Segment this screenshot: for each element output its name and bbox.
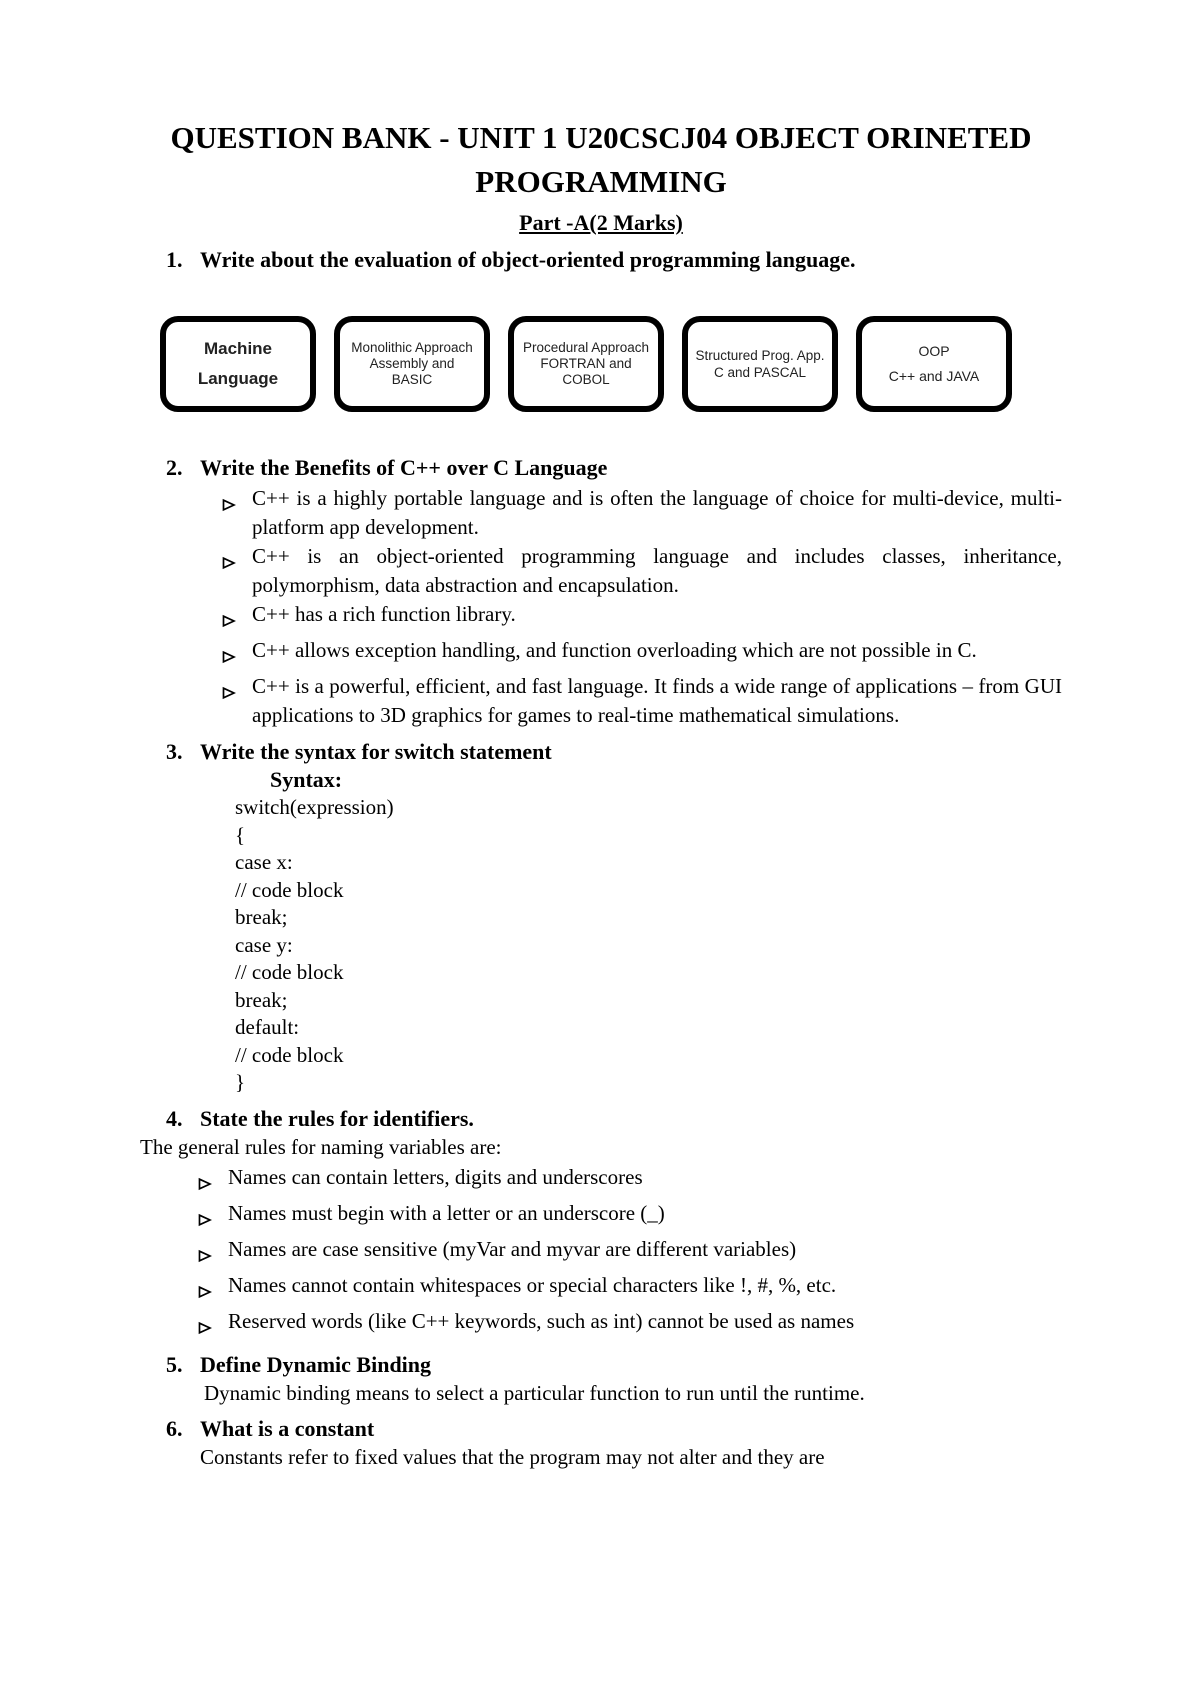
code-line: default: bbox=[235, 1015, 300, 1039]
section-subtitle bbox=[140, 208, 1062, 238]
question-title: Write the Benefits of C++ over C Language bbox=[200, 455, 608, 480]
bullet-item bbox=[140, 1163, 1062, 1199]
question-6-answer: Constants refer to fixed values that the program may not alter and they are bbox=[200, 1444, 825, 1469]
question-number: 4. bbox=[166, 1105, 183, 1131]
diagram-box-machine-language bbox=[160, 316, 316, 412]
switch-syntax-code bbox=[140, 794, 1062, 1097]
page-title-line-2: PROGRAMMING bbox=[475, 164, 727, 199]
bullet-text: C++ has a rich function library. bbox=[252, 602, 516, 626]
bullet-text: Names can contain letters, digits and underscores bbox=[228, 1164, 643, 1189]
arrow-bullet-icon bbox=[198, 1307, 228, 1343]
question-title: State the rules for identifiers. bbox=[200, 1105, 474, 1131]
arrow-bullet-icon bbox=[198, 1199, 228, 1235]
arrow-bullet-icon bbox=[222, 672, 252, 730]
question-4-intro: The general rules for naming variables are: bbox=[140, 1134, 502, 1159]
question-number: 2. bbox=[166, 455, 183, 480]
question-number: 6. bbox=[166, 1415, 183, 1441]
bullet-text: C++ is a powerful, efficient, and fast language. It finds a wide range of applications – from GUI applications to 3D graphics for games to real-time mathematical simulations. bbox=[252, 674, 1062, 727]
document-content bbox=[140, 116, 1062, 1471]
diagram-box-line: Assembly and bbox=[369, 356, 455, 371]
syntax-label: Syntax: bbox=[270, 767, 343, 792]
page-title bbox=[140, 116, 1062, 204]
code-line: // code block bbox=[235, 1042, 344, 1067]
question-5-heading bbox=[140, 1351, 1062, 1379]
bullet-text: C++ allows exception handling, and function overloading which are not possible in C. bbox=[252, 638, 977, 662]
question-1-heading bbox=[140, 246, 1062, 274]
code-line: // code block bbox=[235, 877, 344, 902]
question-4-bullets bbox=[140, 1163, 1062, 1343]
question-2-heading bbox=[140, 454, 1062, 482]
bullet-item bbox=[140, 600, 1062, 636]
arrow-bullet-icon bbox=[222, 636, 252, 672]
diagram-box-line: FORTRAN and bbox=[540, 356, 632, 371]
question-6-heading bbox=[140, 1415, 1062, 1443]
bullet-item bbox=[140, 542, 1062, 600]
arrow-bullet-icon bbox=[222, 600, 252, 636]
bullet-text: Names are case sensitive (myVar and myvar are different variables) bbox=[228, 1236, 797, 1261]
bullet-item bbox=[140, 672, 1062, 730]
question-number: 1. bbox=[166, 247, 183, 272]
question-3-heading bbox=[140, 738, 1062, 766]
bullet-item bbox=[140, 1235, 1062, 1271]
bullet-text: Names must begin with a letter or an underscore (_) bbox=[228, 1200, 665, 1225]
bullet-text: C++ is an object-oriented programming language and includes classes, inheritance, polymorphism, data abstraction and encapsulation. bbox=[252, 544, 1062, 597]
diagram-box-line: Language bbox=[197, 369, 279, 388]
diagram-box-monolithic-approach bbox=[334, 316, 490, 412]
diagram-box-line: C++ and JAVA bbox=[888, 368, 980, 384]
bullet-text: Reserved words (like C++ keywords, such as int) cannot be used as names bbox=[228, 1308, 855, 1333]
bullet-item bbox=[140, 484, 1062, 542]
arrow-bullet-icon bbox=[222, 542, 252, 600]
code-line: case y: bbox=[235, 932, 293, 957]
diagram-box-line: Structured Prog. App. bbox=[695, 348, 825, 363]
question-number: 3. bbox=[166, 739, 183, 764]
diagram-box-line: OOP bbox=[918, 343, 950, 359]
diagram-box-line: COBOL bbox=[562, 372, 610, 387]
code-line: case x: bbox=[235, 850, 293, 874]
code-line: { bbox=[235, 822, 246, 847]
arrow-bullet-icon bbox=[222, 484, 252, 542]
diagram-box-procedural-approach bbox=[508, 316, 664, 412]
code-line: break; bbox=[235, 987, 288, 1012]
question-title: What is a constant bbox=[200, 1415, 375, 1441]
code-line: break; bbox=[235, 905, 288, 929]
question-5-answer: Dynamic binding means to select a particular function to run until the runtime. bbox=[204, 1380, 865, 1405]
question-number: 5. bbox=[166, 1351, 183, 1377]
question-title: Write about the evaluation of object-oriented programming language. bbox=[200, 247, 856, 272]
diagram-box-line: BASIC bbox=[391, 372, 433, 387]
arrow-bullet-icon bbox=[198, 1271, 228, 1307]
diagram-box-oop bbox=[856, 316, 1012, 412]
bullet-text: C++ is a highly portable language and is often the language of choice for multi-device, multi-platform app development. bbox=[252, 486, 1062, 539]
diagram-box-line: Monolithic Approach bbox=[351, 340, 473, 355]
language-evolution-diagram bbox=[160, 316, 1062, 412]
question-title: Define Dynamic Binding bbox=[200, 1351, 432, 1377]
arrow-bullet-icon bbox=[198, 1235, 228, 1271]
bullet-item bbox=[140, 1271, 1062, 1307]
bullet-text: Names cannot contain whitespaces or special characters like !, #, %, etc. bbox=[228, 1272, 837, 1297]
code-line: switch(expression) bbox=[235, 795, 394, 819]
code-line: } bbox=[235, 1070, 246, 1094]
question-4-heading bbox=[140, 1105, 1062, 1133]
page-title-line-1: QUESTION BANK - UNIT 1 U20CSCJ04 OBJECT ORINETED bbox=[170, 120, 1032, 155]
diagram-box-line: Machine bbox=[203, 339, 273, 358]
subtitle-text: Part -A(2 Marks) bbox=[519, 210, 683, 235]
diagram-box-structured-programming bbox=[682, 316, 838, 412]
bullet-item bbox=[140, 636, 1062, 672]
diagram-box-line: Procedural Approach bbox=[522, 340, 650, 355]
code-line: // code block bbox=[235, 960, 344, 984]
question-title: Write the syntax for switch statement bbox=[200, 739, 552, 764]
arrow-bullet-icon bbox=[198, 1163, 228, 1199]
bullet-item bbox=[140, 1199, 1062, 1235]
bullet-item bbox=[140, 1307, 1062, 1343]
diagram-box-line: C and PASCAL bbox=[713, 365, 807, 380]
question-2-bullets bbox=[140, 484, 1062, 730]
